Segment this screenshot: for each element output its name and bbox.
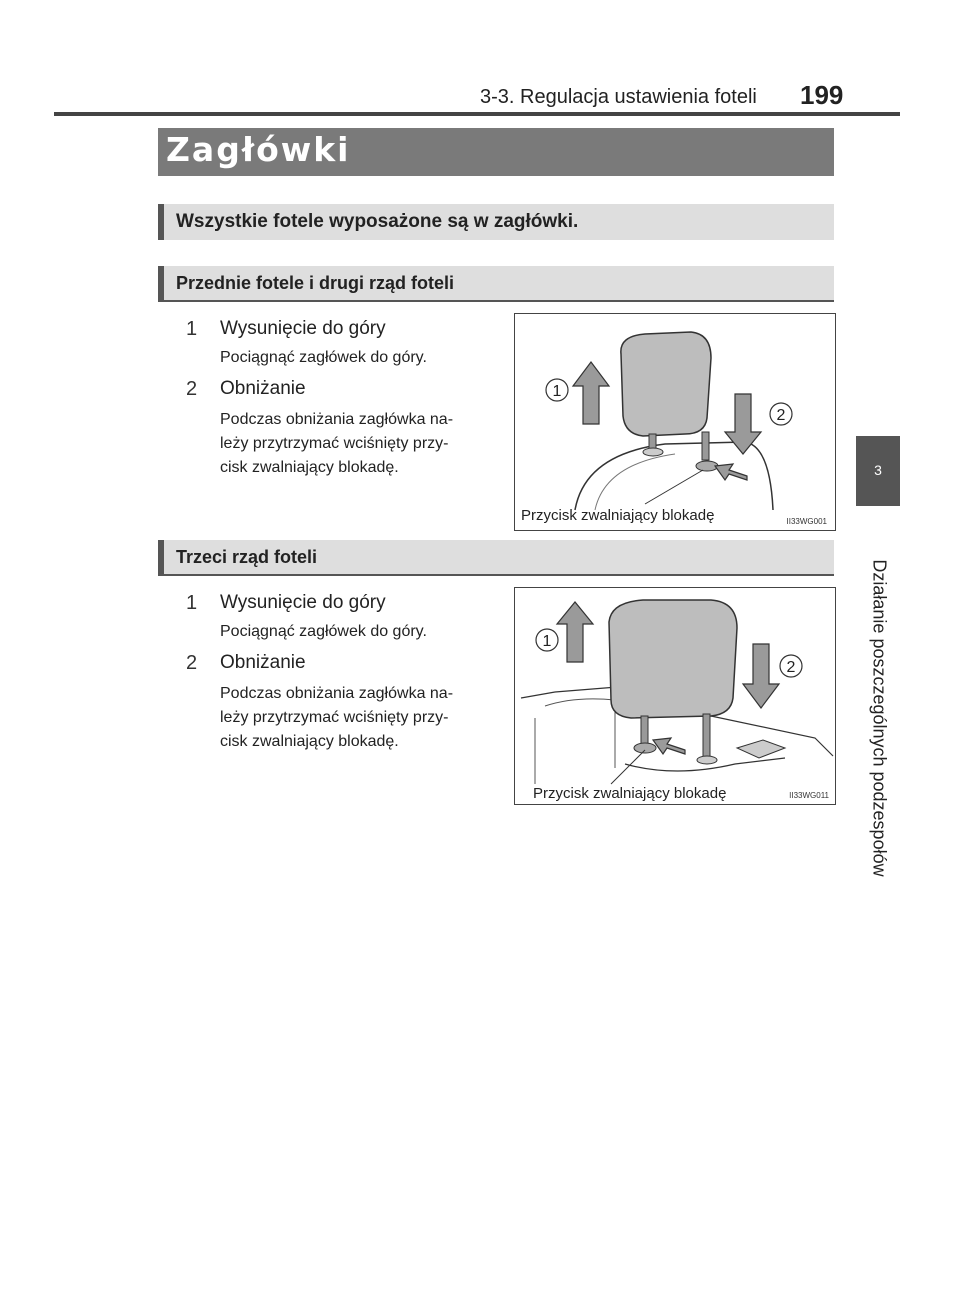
header-rule <box>54 112 900 116</box>
page-title-bar <box>158 128 834 176</box>
step-title: Wysunięcie do góry <box>220 318 386 339</box>
step-number: 1 <box>186 318 198 340</box>
section-heading-text: Przednie fotele i drugi rząd foteli <box>176 273 455 293</box>
figure-label-2: 2 <box>786 659 796 676</box>
step-1-description: Pociągnąć zagłówek do góry. <box>220 623 427 640</box>
step-2-description: Podczas obniżania zagłówka na- leży przytrzymać wciśnięty przy- cisk zwalniający blokadę. <box>220 685 454 750</box>
figure-label-2: 2 <box>776 407 786 424</box>
chapter-title-vertical: Działanie poszczególnych podzespołów <box>869 559 890 877</box>
figure-label-1: 1 <box>542 633 552 650</box>
figure-front-headrest <box>514 313 836 531</box>
figure-code: II33WG001 <box>786 517 827 526</box>
headrest-illustration-front <box>515 314 835 530</box>
step-number: 2 <box>186 652 198 674</box>
step-number: 2 <box>186 378 198 400</box>
section-heading-text: Trzeci rząd foteli <box>176 547 318 567</box>
page-title: Zagłówki <box>166 130 351 169</box>
page-number: 199 <box>800 80 844 110</box>
step-title: Wysunięcie do góry <box>220 592 386 613</box>
section-heading-third-row <box>158 540 834 576</box>
step-2-description: Podczas obniżania zagłówka na- leży przytrzymać wciśnięty przy- cisk zwalniający blokadę. <box>220 411 454 476</box>
subtitle-bar <box>158 204 834 240</box>
figure-code: II33WG011 <box>789 791 829 800</box>
chapter-number: 3 <box>874 462 882 478</box>
headrest-illustration-third-row <box>515 588 835 804</box>
figure-label-1: 1 <box>552 383 562 400</box>
figure-caption: Przycisk zwalniający blokadę <box>533 785 727 802</box>
section-heading-front <box>158 266 834 302</box>
subtitle: Wszystkie fotele wyposażone są w zagłówki. <box>176 211 579 232</box>
figure-caption: Przycisk zwalniający blokadę <box>521 507 715 524</box>
step-1-description: Pociągnąć zagłówek do góry. <box>220 349 427 366</box>
step-title: Obniżanie <box>220 378 306 399</box>
header-section-title: 3-3. Regulacja ustawienia foteli <box>480 86 757 108</box>
chapter-tab <box>856 436 900 506</box>
step-title: Obniżanie <box>220 652 306 673</box>
step-number: 1 <box>186 592 198 614</box>
figure-third-row-headrest <box>514 587 836 805</box>
